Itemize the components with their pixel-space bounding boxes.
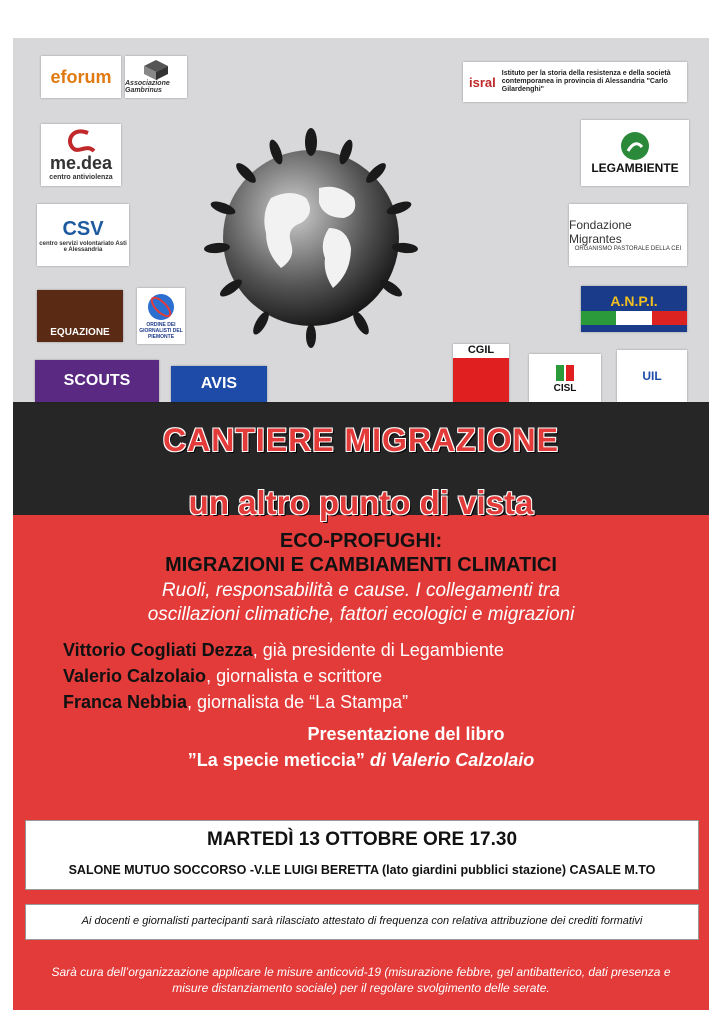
covid-notice: Sarà cura dell’organizzazione applicare le misure anticovid-19 (misurazione febbre, gel antibatterico, dati presenza e misure distanziamento sociale) per il regolare svolgimento delle serate. bbox=[51, 965, 671, 995]
event-date: MARTEDÌ 13 OTTOBRE ORE 17.30 bbox=[206, 829, 518, 850]
eforum-logo: eforum bbox=[41, 56, 121, 98]
atom-icon bbox=[146, 292, 176, 322]
speaker-1: Vittorio Cogliati Dezza, già presidente di Legambiente bbox=[63, 640, 504, 660]
topic-line2: MIGRAZIONI E CAMBIAMENTI CLIMATICI bbox=[165, 554, 557, 576]
legambiente-logo: LEGAMBIENTE bbox=[581, 120, 689, 186]
equazione-logo: EQUAZIONE bbox=[37, 290, 123, 342]
globe-illustration bbox=[201, 128, 421, 348]
topic-desc2: oscillazioni climatiche, fattori ecologici e migrazioni bbox=[147, 604, 575, 625]
scouts-logo: SCOUTS bbox=[35, 360, 159, 402]
event-place: SALONE MUTUO SOCCORSO -V.LE LUIGI BERETTA (lato giardini pubblici stazione) CASALE M.TO bbox=[68, 863, 656, 877]
speaker-2: Valerio Calzolaio, giornalista e scrittore bbox=[63, 666, 383, 686]
gambrinus-logo: Associazione Gambrinus bbox=[125, 56, 187, 98]
cisl-logo: CISL bbox=[529, 354, 601, 402]
isral-logo: isral Istituto per la storia della resistenza e della società contemporanea in provincia di Alessandria "Carlo Gilardenghi" bbox=[463, 62, 687, 102]
subtitle: un altro punto di vista bbox=[188, 484, 534, 521]
main-title: CANTIERE MIGRAZIONE bbox=[163, 422, 559, 458]
alpha-icon bbox=[64, 129, 98, 153]
credits-note-box bbox=[25, 904, 699, 940]
swan-icon bbox=[620, 131, 650, 161]
anpi-logo: A.N.P.I. bbox=[581, 286, 687, 332]
cgil-logo: CGIL bbox=[453, 344, 509, 402]
credits-note: Ai docenti e giornalisti partecipanti sarà rilasciato attestato di frequenza con relativa attribuzione dei crediti formativi bbox=[81, 915, 643, 927]
book-intro: Presentazione del libro bbox=[307, 724, 505, 744]
medea-logo: me.dea centro antiviolenza bbox=[41, 124, 121, 186]
cisl-flag-icon bbox=[554, 363, 576, 383]
csv-logo: CSV centro servizi volontariato Asti e Alessandria bbox=[37, 204, 129, 266]
uil-logo: UIL bbox=[617, 350, 687, 402]
topic-desc1: Ruoli, responsabilità e cause. I collegamenti tra bbox=[161, 580, 561, 601]
topic-line1: ECO-PROFUGHI: bbox=[279, 530, 443, 552]
book-title: ”La specie meticcia” di Valerio Calzolaio bbox=[187, 750, 535, 770]
speaker-3: Franca Nebbia, giornalista de “La Stampa” bbox=[63, 692, 409, 712]
event-info-box bbox=[25, 820, 699, 890]
avis-logo: AVIS bbox=[171, 366, 267, 402]
ordine-giornalisti-logo: ORDINE DEI GIORNALISTI DEL PIEMONTE bbox=[137, 288, 185, 344]
migrantes-logo: Fondazione Migrantes ORGANISMO PASTORALE DELLA CEI bbox=[569, 204, 687, 266]
cube-icon bbox=[144, 60, 168, 80]
event-poster bbox=[13, 38, 709, 1010]
